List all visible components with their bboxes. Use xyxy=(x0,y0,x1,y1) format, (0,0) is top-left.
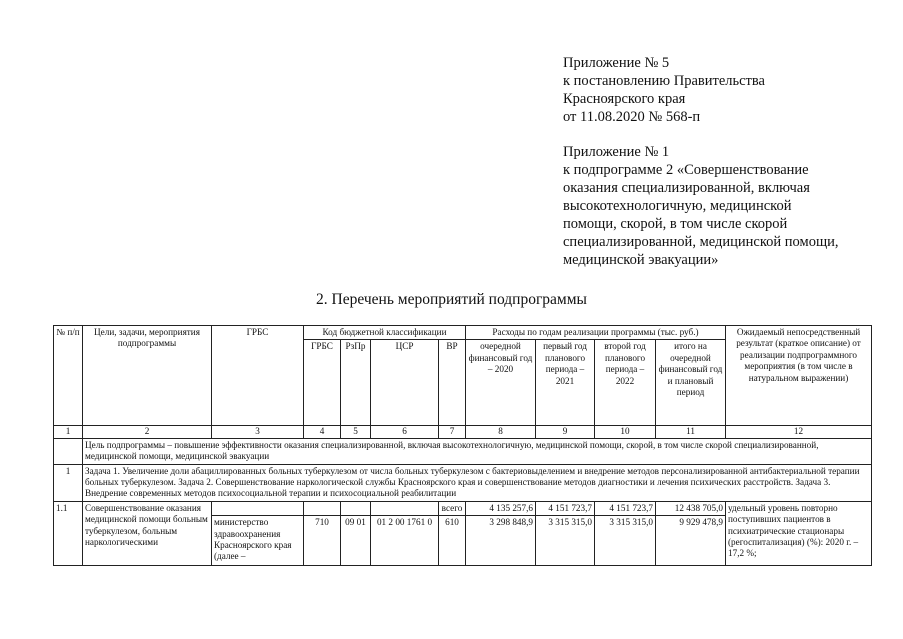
subheader-grbs: ГРБС xyxy=(304,340,341,426)
vr-code: 610 xyxy=(439,516,466,566)
subheader-2021: первый год планового периода – 2021 xyxy=(536,340,595,426)
column-number: 9 xyxy=(536,426,595,438)
annex-1-line: высокотехнологичную, медицинской xyxy=(563,198,792,214)
task-number: 1 xyxy=(54,464,83,501)
activities-table xyxy=(53,325,872,566)
total-2022: 4 151 723,7 xyxy=(595,501,656,515)
annex-5-line: к постановлению Правительства xyxy=(563,73,765,89)
tasks-row xyxy=(54,464,872,501)
annex-1-line: Приложение № 1 xyxy=(563,144,670,160)
row-number: 1.1 xyxy=(54,501,83,565)
column-number: 6 xyxy=(371,426,439,438)
value-2021: 3 315 315,0 xyxy=(536,516,595,566)
column-number: 7 xyxy=(439,426,466,438)
annex-5-line: Приложение № 5 xyxy=(563,55,670,71)
grbs-name: министерство здравоохранения Красноярского края (далее – xyxy=(212,516,304,566)
total-label: всего xyxy=(439,501,466,515)
column-number: 3 xyxy=(212,426,304,438)
activity-text: Совершенствование оказания медицинской помощи больным туберкулезом, больным наркологическими xyxy=(83,501,212,565)
total-2020: 4 135 257,6 xyxy=(466,501,536,515)
column-number: 12 xyxy=(726,426,872,438)
column-number: 11 xyxy=(656,426,726,438)
value-2020: 3 298 848,9 xyxy=(466,516,536,566)
annex-1-block xyxy=(563,143,883,269)
subheader-csr: ЦСР xyxy=(371,340,439,426)
column-number: 2 xyxy=(83,426,212,438)
column-number: 4 xyxy=(304,426,341,438)
annex-1-line: помощи, скорой, в том числе скорой xyxy=(563,216,788,232)
annex-1-line: оказания специализированной, включая xyxy=(563,180,810,196)
subheader-2020: очередной финансовый год – 2020 xyxy=(466,340,536,426)
column-number: 1 xyxy=(54,426,83,438)
section-title: 2. Перечень мероприятий подпрограммы xyxy=(316,291,587,308)
value-sum: 9 929 478,9 xyxy=(656,516,726,566)
header-expenses: Расходы по годам реализации программы (тыс. руб.) xyxy=(466,326,726,340)
header-goals: Цели, задачи, мероприятия подпрограммы xyxy=(83,326,212,426)
result-text: удельный уровень повторно поступивших пациентов в психиатрические стационары (регоспитализация) (%): 2020 г. – 17,2 %; xyxy=(726,501,872,565)
header-grbs: ГРБС xyxy=(212,326,304,426)
column-numbers-row xyxy=(54,426,872,438)
subheader-vr: ВР xyxy=(439,340,466,426)
annex-5-line: Красноярского края xyxy=(563,91,686,107)
document-header xyxy=(563,54,883,269)
column-number: 10 xyxy=(595,426,656,438)
header-result: Ожидаемый непосредственный результат (краткое описание) от реализации подпрограммного мероприятия (в том числе в натуральном выражении) xyxy=(726,326,872,426)
subheader-2022: второй год планового периода – 2022 xyxy=(595,340,656,426)
annex-1-line: специализированной, медицинской помощи, xyxy=(563,234,839,250)
annex-5-line: от 11.08.2020 № 568-п xyxy=(563,109,701,125)
table-row xyxy=(54,501,872,515)
header-no: № п/п xyxy=(54,326,83,426)
total-sum: 12 438 705,0 xyxy=(656,501,726,515)
subheader-total: итого на очередной финансовый год и плановый период xyxy=(656,340,726,426)
rzpr-code: 09 01 xyxy=(341,516,371,566)
goal-row xyxy=(54,438,872,464)
csr-code: 01 2 00 1761 0 xyxy=(371,516,439,566)
header-budget-code: Код бюджетной классификации xyxy=(304,326,466,340)
total-2021: 4 151 723,7 xyxy=(536,501,595,515)
subheader-rzpr: РзПр xyxy=(341,340,371,426)
grbs-code: 710 xyxy=(304,516,341,566)
annex-5-block xyxy=(563,54,883,126)
value-2022: 3 315 315,0 xyxy=(595,516,656,566)
annex-1-line: к подпрограмме 2 «Совершенствование xyxy=(563,162,809,178)
column-number: 5 xyxy=(341,426,371,438)
goal-text: Цель подпрограммы – повышение эффективности оказания специализированной, включая высокотехнологичную, медицинской помощи, скорой, в том числе скорой специализированной, медицинской помощи, медицинской эвакуации xyxy=(83,438,872,464)
header-row xyxy=(54,326,872,340)
column-number: 8 xyxy=(466,426,536,438)
tasks-text: Задача 1. Увеличение доли абациллированных больных туберкулезом от числа больных туберкулезом с бактериовыделением и внедрение методов персонализированной антибактериальной терапии больных туберкулезом. Задача 2. Совершенствование наркологической службы Красноярского края и совершенствование методов диагностики и лечения психических расстройств. Задача 3. Внедрение современных методов психосоциальной терапии и психосоциальной реабилитации xyxy=(83,464,872,501)
annex-1-line: медицинской эвакуации» xyxy=(563,252,719,268)
